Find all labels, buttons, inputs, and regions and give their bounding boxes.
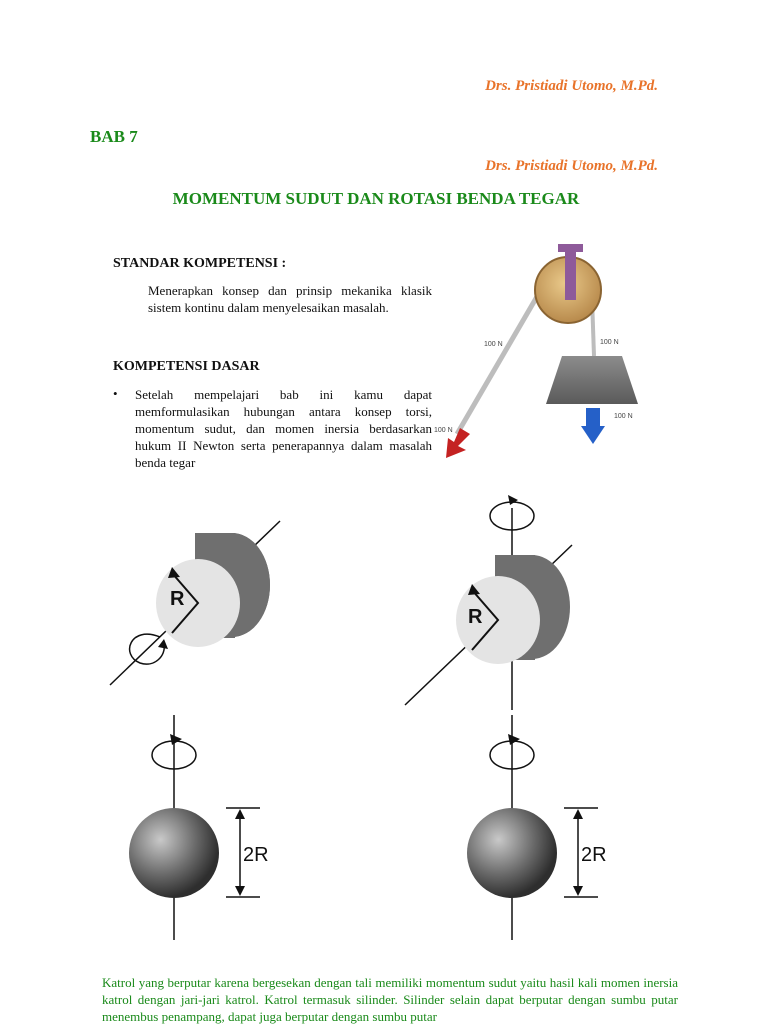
rope-label-right: 100 N bbox=[600, 339, 619, 346]
standar-heading: STANDAR KOMPETENSI : bbox=[113, 256, 287, 271]
dimension-arrow-down bbox=[235, 886, 245, 896]
author-top: Drs. Pristiadi Utomo, M.Pd. bbox=[485, 78, 658, 94]
kompetensi-text: Setelah mempelajari bab ini kamu dapat memformulasikan hubungan antara konsep torsi, momentum sudut, dan momen inersia berdasarkan hukum II Newton serta penerapannya dalam masalah benda tegar bbox=[135, 387, 432, 470]
rotation-arrowhead bbox=[508, 495, 518, 505]
left-rope bbox=[457, 288, 542, 434]
author-mid: Drs. Pristiadi Utomo, M.Pd. bbox=[485, 158, 658, 174]
radius-label: R bbox=[468, 606, 483, 628]
caption-paragraph: Katrol yang berputar karena bergesekan dengan tali memiliki momentum sudut yaitu hasil kali momen inersia katrol dengan jari-jari katrol. Katrol termasuk silinder. Silinder selain dapat berputar dengan sumbu putar menembus penampang, dapat juga berputar dengan sumbu putar bbox=[102, 975, 678, 1024]
bullet-marker: • bbox=[113, 386, 118, 401]
sphere bbox=[467, 808, 557, 898]
standar-text: Menerapkan konsep dan prinsip mekanika klasik sistem kontinu dalam menyelesaikan masalah. bbox=[148, 283, 432, 315]
hanging-block bbox=[546, 356, 638, 404]
dimension-arrow-up bbox=[573, 809, 583, 819]
pulley-figure bbox=[432, 238, 652, 468]
rope-label-left: 100 N bbox=[484, 341, 503, 348]
rotation-arrowhead bbox=[508, 734, 520, 745]
block-label: 100 N bbox=[614, 413, 633, 420]
down-arrow-head bbox=[581, 426, 605, 444]
arrow-label: 100 N bbox=[434, 427, 453, 434]
radius-label: R bbox=[170, 588, 185, 610]
rotation-arrowhead bbox=[158, 639, 168, 649]
cylinder-axis-through-face bbox=[100, 515, 300, 695]
dimension-arrow-down bbox=[573, 886, 583, 896]
sphere-figure-left bbox=[120, 715, 280, 945]
cylinder-axis-vertical bbox=[400, 490, 600, 715]
chapter-label: BAB 7 bbox=[90, 127, 138, 146]
kompetensi-heading: KOMPETENSI DASAR bbox=[113, 359, 260, 374]
dimension-arrow-up bbox=[235, 809, 245, 819]
rotation-arrowhead bbox=[170, 734, 182, 745]
sphere-figure-right bbox=[458, 715, 618, 945]
diameter-label: 2R bbox=[243, 844, 269, 866]
sphere bbox=[129, 808, 219, 898]
diameter-label: 2R bbox=[581, 844, 607, 866]
pulley-bracket bbox=[565, 252, 576, 300]
page-title: MOMENTUM SUDUT DAN ROTASI BENDA TEGAR bbox=[172, 189, 580, 208]
down-arrow-shaft bbox=[586, 408, 600, 426]
pulley-bracket-top bbox=[558, 244, 583, 252]
